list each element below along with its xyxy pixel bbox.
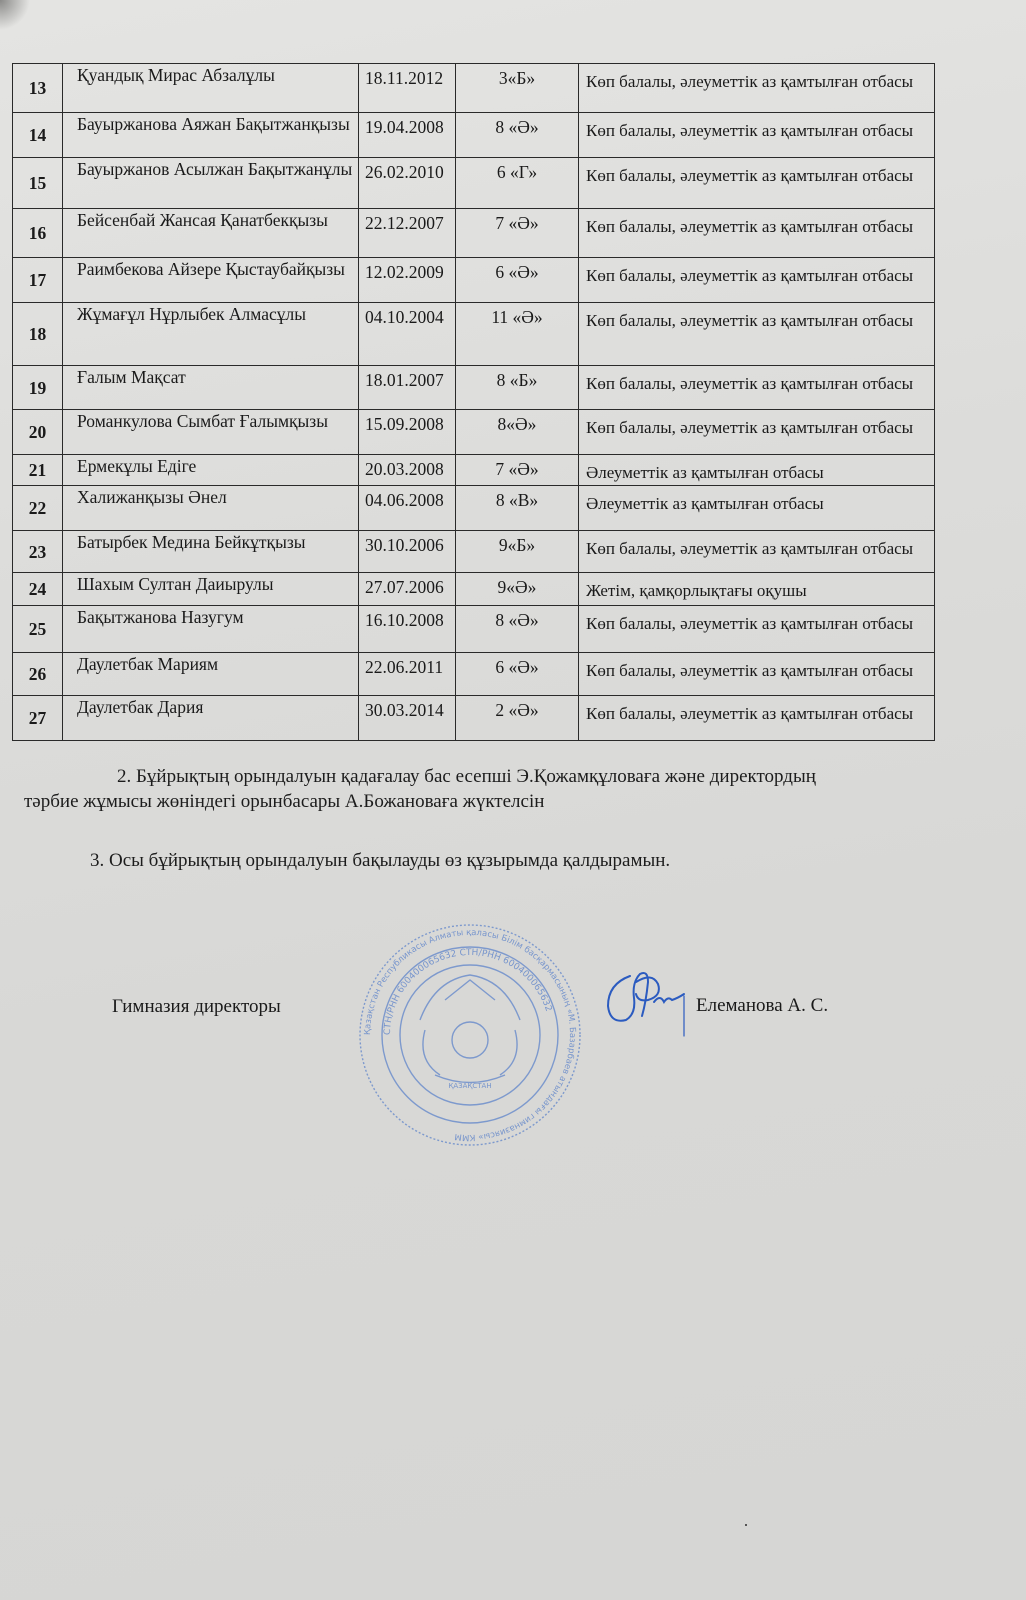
table-row: [13, 303, 935, 366]
class-grade: 8 «Ә»: [456, 606, 579, 653]
family-status: Көп балалы, әлеуметтік аз қамтылған отбасы: [579, 303, 935, 366]
table-row: [13, 258, 935, 303]
paragraph-2-line-2: тәрбие жұмысы жөніндегі орынбасары А.Божановаға жүктелсін: [24, 791, 545, 812]
student-name: Бақытжанова Назугум: [63, 606, 359, 653]
birth-date: 04.10.2004: [359, 303, 456, 366]
birth-date: 27.07.2006: [359, 573, 456, 606]
family-status: Көп балалы, әлеуметтік аз қамтылған отбасы: [579, 209, 935, 258]
table-row: [13, 606, 935, 653]
class-grade: 6 «Ә»: [456, 653, 579, 696]
row-number: 24: [13, 573, 63, 606]
family-status: Көп балалы, әлеуметтік аз қамтылған отбасы: [579, 653, 935, 696]
row-number: 13: [13, 64, 63, 113]
row-number: 14: [13, 113, 63, 158]
table-row: [13, 531, 935, 573]
table-row: [13, 455, 935, 486]
family-status: Көп балалы, әлеуметтік аз қамтылған отбасы: [579, 531, 935, 573]
row-number: 16: [13, 209, 63, 258]
student-name: Романкулова Сымбат Ғалымқызы: [63, 410, 359, 455]
table-row: [13, 366, 935, 410]
class-grade: 8 «Б»: [456, 366, 579, 410]
birth-date: 16.10.2008: [359, 606, 456, 653]
table-row: [13, 486, 935, 531]
table-row: [13, 158, 935, 209]
student-name: Халижанқызы Әнел: [63, 486, 359, 531]
stamp-center-text: ҚАЗАҚСТАН: [448, 1082, 492, 1090]
class-grade: 7 «Ә»: [456, 209, 579, 258]
class-grade: 11 «Ә»: [456, 303, 579, 366]
row-number: 25: [13, 606, 63, 653]
student-name: Шахым Султан Даиырулы: [63, 573, 359, 606]
student-name: Ермекұлы Едіге: [63, 455, 359, 486]
family-status: Көп балалы, әлеуметтік аз қамтылған отбасы: [579, 606, 935, 653]
director-title: Гимназия директоры: [112, 996, 281, 1017]
class-grade: 2 «Ә»: [456, 696, 579, 741]
class-grade: 6 «Г»: [456, 158, 579, 209]
row-number: 23: [13, 531, 63, 573]
birth-date: 20.03.2008: [359, 455, 456, 486]
class-grade: 6 «Ә»: [456, 258, 579, 303]
official-stamp: [350, 920, 590, 1150]
class-grade: 9«Б»: [456, 531, 579, 573]
birth-date: 18.11.2012: [359, 64, 456, 113]
birth-date: 15.09.2008: [359, 410, 456, 455]
birth-date: 30.03.2014: [359, 696, 456, 741]
row-number: 19: [13, 366, 63, 410]
student-name: Даулетбак Дария: [63, 696, 359, 741]
family-status: Жетім, қамқорлықтағы оқушы: [579, 573, 935, 606]
class-grade: 9«Ә»: [456, 573, 579, 606]
birth-date: 19.04.2008: [359, 113, 456, 158]
paragraph-3: 3. Осы бұйрықтың орындалуын бақылауды өз құзырымда қалдырамын.: [90, 850, 671, 871]
students-table: [12, 63, 935, 741]
family-status: Әлеуметтік аз қамтылған отбасы: [579, 486, 935, 531]
family-status: Көп балалы, әлеуметтік аз қамтылған отбасы: [579, 64, 935, 113]
row-number: 15: [13, 158, 63, 209]
student-name: Даулетбак Мариям: [63, 653, 359, 696]
page-shadow: [0, 0, 30, 30]
class-grade: 8 «Ә»: [456, 113, 579, 158]
row-number: 20: [13, 410, 63, 455]
table-row: [13, 64, 935, 113]
table-row: [13, 573, 935, 606]
student-name: Раимбекова Айзере Қыстаубайқызы: [63, 258, 359, 303]
row-number: 21: [13, 455, 63, 486]
table-row: [13, 653, 935, 696]
table-row: [13, 113, 935, 158]
student-name: Бауыржанова Аяжан Бақытжанқызы: [63, 113, 359, 158]
row-number: 22: [13, 486, 63, 531]
family-status: Көп балалы, әлеуметтік аз қамтылған отбасы: [579, 113, 935, 158]
student-name: Бейсенбай Жансая Қанатбекқызы: [63, 209, 359, 258]
birth-date: 30.10.2006: [359, 531, 456, 573]
student-name: Бауыржанов Асылжан Бақытжанұлы: [63, 158, 359, 209]
table-row: [13, 410, 935, 455]
family-status: Көп балалы, әлеуметтік аз қамтылған отбасы: [579, 258, 935, 303]
paper-speck: [745, 1524, 747, 1526]
class-grade: 7 «Ә»: [456, 455, 579, 486]
family-status: Көп балалы, әлеуметтік аз қамтылған отбасы: [579, 366, 935, 410]
family-status: Көп балалы, әлеуметтік аз қамтылған отбасы: [579, 696, 935, 741]
paragraph-2-line-1: 2. Бұйрықтың орындалуын қадағалау бас есепші Э.Қожамқұловаға және директордың: [117, 766, 816, 787]
row-number: 26: [13, 653, 63, 696]
director-signature: [600, 962, 695, 1037]
student-name: Жұмағұл Нұрлыбек Алмасұлы: [63, 303, 359, 366]
row-number: 27: [13, 696, 63, 741]
students-table-container: [12, 63, 934, 741]
student-name: Батырбек Медина Бейкұтқызы: [63, 531, 359, 573]
birth-date: 04.06.2008: [359, 486, 456, 531]
stamp-inner-text: СТН/РНН 600400065632 СТН/РНН 600400065632: [382, 947, 554, 1036]
class-grade: 8 «В»: [456, 486, 579, 531]
table-row: [13, 696, 935, 741]
row-number: 18: [13, 303, 63, 366]
director-name: Елеманова А. С.: [696, 995, 829, 1016]
stamp-outer-text: Қазақстан Республикасы Алматы қаласы Білім басқармасының «М. Базарбаев атындағы гимназиясы» КММ: [362, 927, 578, 1143]
family-status: Әлеуметтік аз қамтылған отбасы: [579, 455, 935, 486]
class-grade: 8«Ә»: [456, 410, 579, 455]
birth-date: 18.01.2007: [359, 366, 456, 410]
class-grade: 3«Б»: [456, 64, 579, 113]
birth-date: 22.12.2007: [359, 209, 456, 258]
student-name: Қуандық Мирас Абзалұлы: [63, 64, 359, 113]
row-number: 17: [13, 258, 63, 303]
family-status: Көп балалы, әлеуметтік аз қамтылған отбасы: [579, 158, 935, 209]
birth-date: 26.02.2010: [359, 158, 456, 209]
birth-date: 12.02.2009: [359, 258, 456, 303]
family-status: Көп балалы, әлеуметтік аз қамтылған отбасы: [579, 410, 935, 455]
table-row: [13, 209, 935, 258]
student-name: Ғалым Мақсат: [63, 366, 359, 410]
birth-date: 22.06.2011: [359, 653, 456, 696]
